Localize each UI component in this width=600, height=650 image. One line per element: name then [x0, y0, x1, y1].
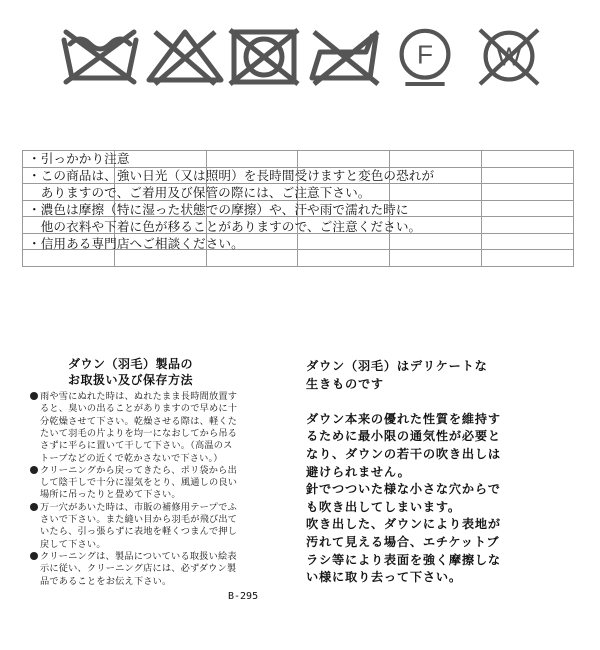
delicate-line: 汚れて見える場合、エチケットブ: [306, 535, 500, 549]
instruction-text: 分乾燥させて下さい。乾燥させる際は、軽くた: [40, 415, 238, 427]
label-title: お取扱い及び保存方法: [68, 373, 194, 387]
care-instruction-line: [30, 477, 237, 488]
bullet-icon: [30, 466, 38, 474]
caution-line: 他の衣料や下着に色が移ることがありますので、ご注意ください。: [28, 219, 422, 234]
label-title: ダウン（羽毛）製品の: [68, 357, 194, 371]
instruction-text: 万一穴があいた時は、市販の補修用テープでふ: [40, 501, 237, 513]
bleach-prohibited-icon: [145, 28, 225, 86]
delicate-line: ラシ等により表面を強く摩擦しな: [306, 552, 501, 567]
instruction-text: 示に従い、クリーニング店には、必ずダウン製: [40, 563, 237, 575]
svg-text:W: W: [496, 41, 522, 72]
caution-line: ・信用ある専門店へご相談ください。: [28, 236, 244, 251]
down-delicate-label: [306, 358, 574, 603]
care-instruction-line: [30, 563, 236, 574]
delicate-line: ダウン（羽毛）はデリケートな: [306, 359, 488, 373]
care-instruction-line: [30, 502, 237, 513]
bullet-icon: [30, 392, 38, 400]
care-instruction-line: [30, 539, 106, 550]
instruction-text: クリーニングから戻ってきたら、ポリ袋から出: [40, 464, 237, 476]
instruction-text: クリーニングは、製品についている取扱い絵表: [40, 550, 237, 562]
instruction-text: トーブなどの近くで乾かさないで下さい。）: [40, 452, 223, 464]
instruction-text: 場所に吊ったりと畳めて下さい。: [40, 489, 181, 501]
delicate-line: も吹き出してしまいます。: [306, 499, 461, 514]
care-instruction-line: [30, 403, 237, 414]
care-instruction-line: [30, 551, 237, 562]
bullet-icon: [30, 503, 38, 511]
instruction-text: 品であることをお伝え下さい。: [40, 575, 172, 587]
product-code: B-295: [228, 591, 259, 602]
care-symbols: [60, 18, 560, 96]
caution-line: ・濃色は摩擦（特に湿った状態での摩擦）や、汗や雨で濡れた時に: [28, 202, 409, 217]
delicate-line: 針でつついた様な小さな穴からで: [306, 482, 501, 497]
iron-prohibited-icon: [306, 28, 384, 86]
care-instruction-line: [30, 465, 237, 476]
caution-line: ありますので、ご着用及び保管の際には、ご注意下さい。: [28, 185, 371, 200]
delicate-line: ダウン本来の優れた性質を維持す: [306, 411, 501, 426]
wash-tub-prohibited-icon: [60, 28, 140, 86]
care-instruction-line: [30, 428, 237, 439]
instruction-text: さいで下さい。また縫い目から羽毛が飛び出て: [40, 514, 238, 525]
delicate-line: 生きものです: [306, 376, 384, 391]
dry-clean-f-icon: [394, 28, 456, 86]
bullet-icon: [30, 552, 38, 560]
delicate-line: るために最小限の通気性が必要と: [306, 429, 501, 444]
caution-line: ・この商品は、強い日光（又は照明）を長時間受けますと変色の恐れが: [28, 168, 435, 183]
instruction-text: 雨や雪にぬれた時は、ぬれたまま長時間放置す: [40, 391, 238, 402]
care-instruction-line: [30, 416, 237, 427]
care-instruction-line: [30, 440, 233, 451]
instruction-text: 戻して下さい。: [40, 538, 106, 550]
caution-notes: [22, 150, 574, 267]
care-instruction-line: [30, 391, 237, 402]
delicate-line: い様に取り去って下さい。: [306, 570, 462, 585]
delicate-line: 吹き出した、ダウンにより表地が: [306, 517, 501, 532]
instruction-text: さずに平らに置いて干して下さい。（高温のス: [40, 440, 233, 452]
instruction-text: して陰干しで十分に湿気をとり、風通しの良い: [40, 477, 238, 489]
delicate-line: なり、ダウンの若干の吹き出しは: [306, 447, 501, 461]
wet-clean-prohibited-icon: [472, 28, 546, 86]
instruction-text: いたら、引っ張らずに表地を軽くつまんで押し: [40, 526, 238, 538]
care-instruction-line: [30, 576, 171, 587]
care-instruction-line: [30, 453, 223, 464]
care-instruction-line: [30, 514, 237, 525]
svg-text:F: F: [417, 39, 433, 70]
down-care-label: [30, 355, 295, 605]
care-instruction-line: [30, 526, 237, 537]
tumble-dry-prohibited-icon: [228, 28, 300, 86]
instruction-text: ると、臭いの出ることがありますので早めに十: [40, 403, 238, 415]
instruction-text: たいて羽毛の片よりを均一になおしてから吊る: [40, 427, 238, 439]
caution-line: ・引っかかり注意: [28, 151, 130, 166]
delicate-line: 避けられません。: [306, 464, 411, 479]
care-instruction-line: [30, 489, 181, 500]
